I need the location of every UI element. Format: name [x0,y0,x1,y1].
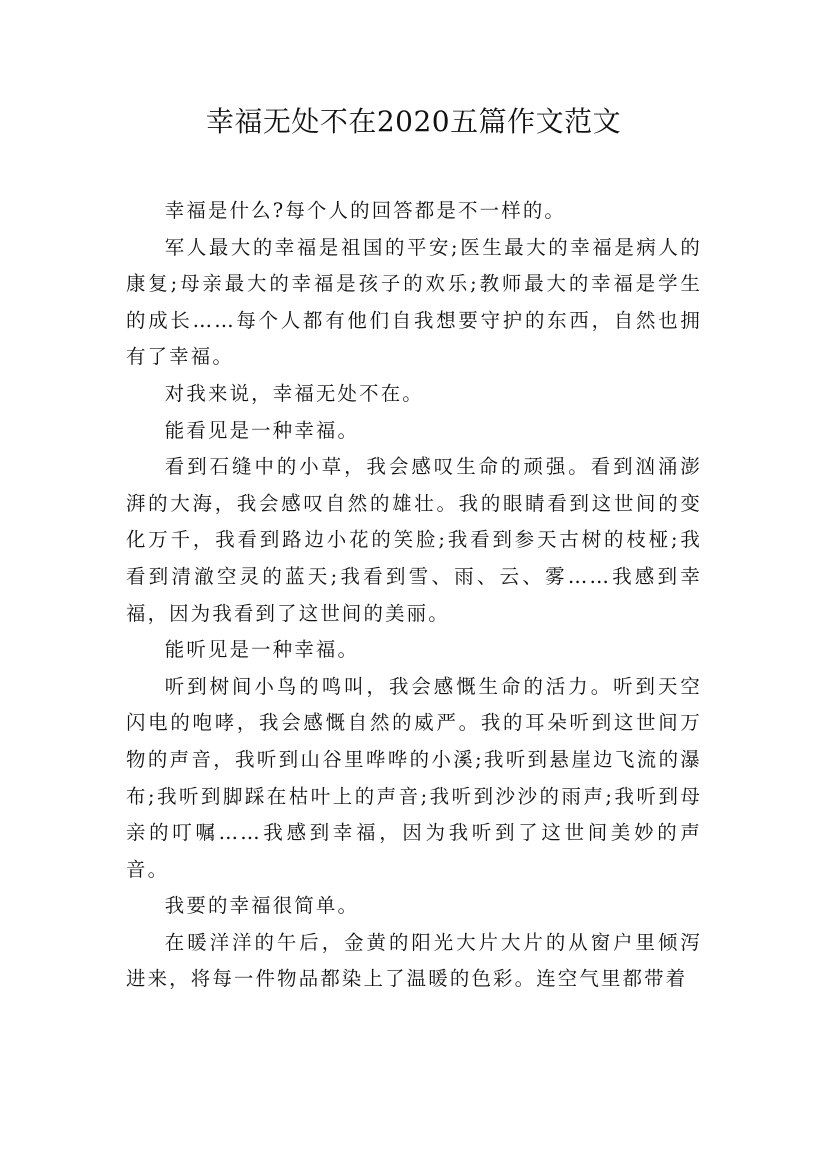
paragraph-2: 军人最大的幸福是祖国的平安;医生最大的幸福是病人的康复;母亲最大的幸福是孩子的欢乐;教师最大的幸福是学生的成长……每个人都有他们自我想要守护的东西，自然也拥有了幸福。 [126,235,702,369]
paragraph-7: 听到树间小鸟的鸣叫，我会感慨生命的活力。听到天空闪电的咆哮，我会感慨自然的威严。我的耳朵听到这世间万物的声音，我听到山谷里哗哗的小溪;我听到悬崖边飞流的瀑布;我听到脚踩在枯叶上的声音;我听到沙沙的雨声;我听到母亲的叮嘱……我感到幸福，因为我听到了这世间美妙的声音。 [126,674,702,881]
paragraph-6: 能听见是一种幸福。 [164,638,360,662]
paragraph-3: 对我来说，幸福无处不在。 [164,381,424,405]
document-body [126,193,702,998]
paragraph-9: 在暖洋洋的午后，金黄的阳光大片大片的从窗户里倾泻进来，将每一件物品都染上了温暖的色彩。连空气里都带着 [126,930,702,991]
paragraph-5: 看到石缝中的小草，我会感叹生命的顽强。看到汹涌澎湃的大海，我会感叹自然的雄壮。我的眼睛看到这世间的变化万千，我看到路边小花的笑脸;我看到参天古树的枝桠;我看到清澈空灵的蓝天;我看到雪、雨、云、雾……我感到幸福，因为我看到了这世间的美丽。 [126,455,702,625]
paragraph-1: 幸福是什么?每个人的回答都是不一样的。 [164,199,567,222]
paragraph-8: 我要的幸福很简单。 [164,894,360,918]
paragraph-4: 能看见是一种幸福。 [164,418,360,442]
document-title: 幸福无处不在2020五篇作文范文 [205,105,622,138]
